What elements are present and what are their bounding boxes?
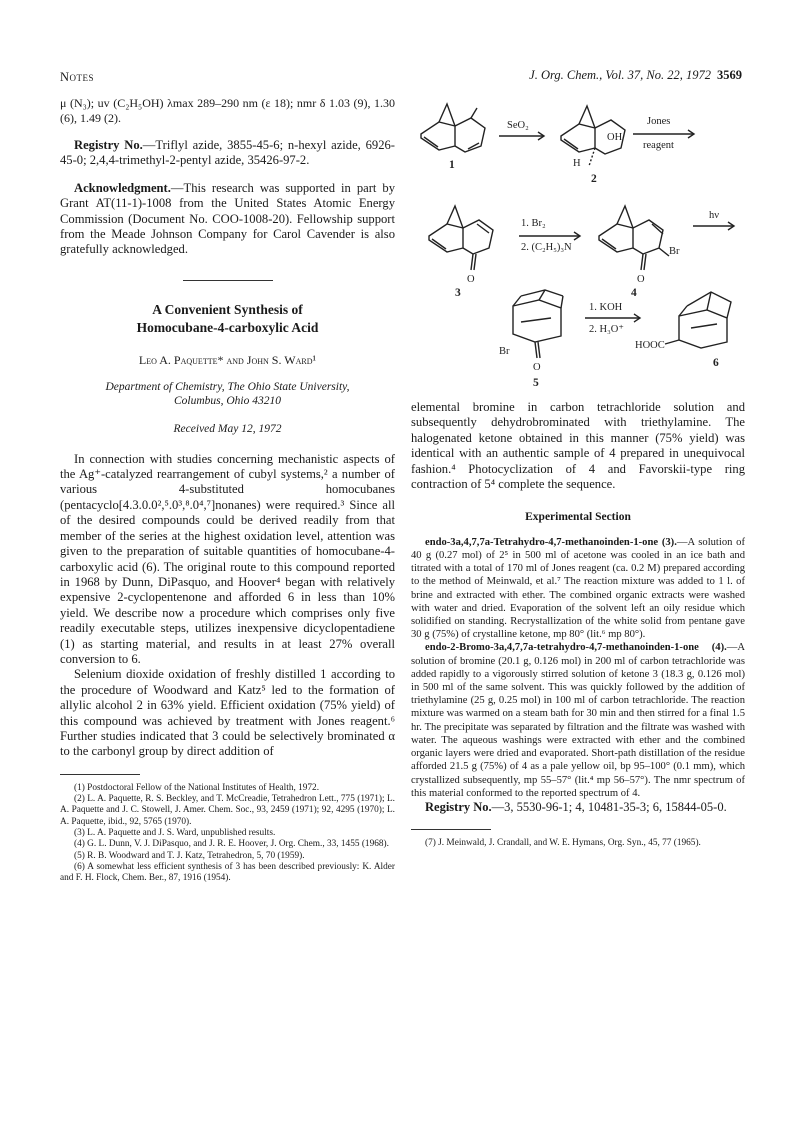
bromine-label-5: Br — [499, 346, 510, 357]
compound-number-4: 4 — [631, 287, 637, 299]
reagent-br2: 1. Br₂ — [521, 218, 546, 229]
ketone-o-label-4: O — [637, 274, 645, 285]
reagent-seo2: SeO₂ — [507, 120, 529, 131]
body-paragraph-2: Selenium dioxide oxidation of freshly distilled 1 according to the procedure of Woodward and Katz⁵ led to the formation of allylic alcohol 2 in 63% yield. Efficient oxidation (75% yield) of this compound was achieved by treatment with Jones reagent.⁶ Further studies indicated that 3 could be selectively brominated α to the carbonyl group by direct addition of — [60, 667, 395, 759]
reagent-light: hν — [709, 210, 719, 221]
article-title-line-1: A Convenient Synthesis of — [152, 301, 303, 317]
footnotes — [60, 783, 395, 885]
left-column — [60, 96, 395, 884]
right-column — [411, 400, 745, 850]
section-divider — [183, 280, 273, 281]
registry-paragraph-2 — [411, 800, 745, 815]
registry-label: Registry No. — [74, 138, 143, 152]
article-title-line-2: Homocubane-4-carboxylic Acid — [136, 319, 319, 335]
procedure-1-text: —A solution of 40 g (0.27 mol) of 2⁵ in 500 ml of acetone was cooled in an ice bath and titrated with a total of 170 ml of Jones reagent (ca. 0.2 M) prepared according to the method of Meinwald, et al.⁷ The reaction mixture was added to 1 l. of brine and extracted with ether. The combined organic extracts were washed with water and dried. Evaporation of the solvent left an oily residue which solidified on standing. Recrystallization of the white solid from pentane gave 30 g (75%) of crystalline ketone, mp 80° (lit.⁶ mp 80°). — [411, 536, 746, 641]
procedure-2-text: —A solution of bromine (20.1 g, 0.126 mol) in 200 ml of carbon tetrachloride was added rapidly to a vigorously stirred solution of ketone 3 (18.3 g, 0.126 mol) in 500 ml of the same solvent. This was quickly followed by the addition of triethylamine (25 g, 0.25 mol) in 100 ml of carbon tetrachloride. The reaction mixture was warmed on a steam bath for 30 min and then stirred for a final 1.5 hr. The precipitate was separated by filtration and the filtrate was washed with water. The aqueous washings were extracted with ether and the combined organic layers were dried and evaporated. Short-path distillation of the residue afforded 21.5 g (75%) of 4 as a pale yellow oil, bp 95–100° (0.1 mm), which crystallized subsequently, mp 55–57° (lit.⁴ mp 56–57°). The nmr spectrum of this material conformed to the reported spectrum of 4. — [411, 642, 745, 799]
affiliation — [60, 380, 395, 408]
reagent-acid: 2. H₃O⁺ — [589, 324, 624, 335]
registry-label-2: Registry No. — [425, 799, 492, 814]
compound-5-structure — [513, 290, 563, 358]
body-paragraph-3: elemental bromine in carbon tetrachloride solution and subsequently dehydrobrominated with triethylamine. The halogenated ketone obtained in this manner (75% yield) was identical with an authentic sample of 4 prepared in unequivocal fashion.⁴ Photocyclization of 4 and Favorskii-type ring contraction of 5⁴ complete the sequence. — [411, 400, 745, 492]
compound-1-structure — [421, 104, 485, 152]
compound-number-6: 6 — [713, 357, 719, 369]
reagent-koh: 1. KOH — [589, 302, 623, 313]
footnote: (5) R. B. Woodward and T. J. Katz, Tetrahedron, 5, 70 (1959). — [74, 850, 305, 861]
compound-6-structure — [665, 292, 731, 348]
ketone-o-label-3: O — [467, 274, 475, 285]
reagent-triethylamine: 2. (C₂H₅)₃N — [521, 242, 572, 253]
footnote: (1) Postdoctoral Fellow of the National Institutes of Health, 1972. — [74, 782, 320, 793]
compound-3-structure — [429, 206, 493, 270]
page-number: 3569 — [717, 68, 742, 82]
compound-number-3: 3 — [455, 287, 461, 299]
acknowledgment-text: —This research was supported in part by Grant AT(11-1)-1008 from the United States Atomic Energy Commission (Document No. COO-1008-20). Fellowship support from the Meade Johnson Company for Carol Cavender is also gratefully acknowledged. — [60, 180, 395, 257]
reagent-jones-2: reagent — [643, 140, 674, 151]
footnote: (2) L. A. Paquette, R. S. Beckley, and T. McCreadie, Tetrahedron Lett., 775 (1971); L. A. Paquette and J. C. Stowell, J. Amer. Chem. Soc., 93, 2459 (1971); 92, 4295 (1970); L. A. Paquette, ibid., 92, 5765 (1970). — [60, 794, 395, 827]
procedure-2-title: endo-2-Bromo-3a,4,7,7a-tetrahydro-4,7-methanoinden-1-one (4). — [425, 642, 727, 654]
journal-citation: J. Org. Chem., Vol. 37, No. 22, 1972 — [529, 68, 711, 82]
compound-4-structure — [599, 206, 669, 270]
reagent-jones: Jones — [647, 116, 671, 127]
footnote: (3) L. A. Paquette and J. S. Ward, unpublished results. — [74, 827, 276, 838]
compound-number-5: 5 — [533, 377, 539, 389]
acknowledgment-label: Acknowledgment. — [74, 180, 171, 195]
article-authors: Leo A. Paquette* and John S. Ward¹ — [138, 352, 317, 367]
registry-text-2: —3, 5530-96-1; 4, 10481-35-3; 6, 15844-05-0. — [491, 799, 727, 814]
received-date: Received May 12, 1972 — [173, 423, 282, 436]
procedure-1-title: endo-3a,4,7,7a-Tetrahydro-4,7-methanoinden-1-one (3). — [425, 536, 677, 548]
hydrogen-label: H — [573, 158, 581, 169]
reaction-scheme — [411, 96, 751, 396]
registry-text: —Triflyl azide, 3855-45-6; n-hexyl azide, 6926-45-0; 2,4,4-trimethyl-2-pentyl azide, 35426-97-2. — [60, 138, 395, 168]
reaction-scheme-drawing — [411, 96, 751, 396]
ketone-o-label-5: O — [533, 362, 541, 373]
footnote-divider — [60, 774, 140, 775]
experimental-procedure-1 — [411, 536, 745, 642]
compound-number-1: 1 — [449, 159, 455, 171]
running-journal-header — [529, 68, 742, 83]
affiliation-line-2: Columbus, Ohio 43210 — [173, 395, 282, 408]
footnote: (6) A somewhat less efficient synthesis of 3 has been described previously: K. Alder and F. H. Flock, Chem. Ber., 87, 1916 (1954). — [60, 861, 395, 884]
running-section-header: Notes — [60, 70, 95, 84]
registry-paragraph — [60, 138, 395, 169]
bromine-label-4: Br — [669, 246, 680, 257]
hydroxyl-label: OH — [607, 132, 623, 143]
experimental-procedure-2 — [411, 641, 745, 799]
body-paragraph-1: In connection with studies concerning mechanistic aspects of the Ag⁺-catalyzed rearrangement of cubyl systems,² a number of various 4-substituted homocubanes (pentacyclo[4.3.0.0²,⁵.0³,⁸.0⁴,⁷]nonanes) were required.³ Since all of the desired compounds could be derived readily from that member of the series at the highest oxidation level, attention was given to the preparation of suitable quantities of homocubane-4-carboxylic acid (6). The original route to this compound reported in 1968 by Dunn, DiPasquo, and Hoover⁴ began with relatively expensive 2-cyclopentenone and afforded 6 in less than 10% yield. We describe now a procedure which comprises only five readily executable steps, utilizes inexpensive dicyclopentadiene (1) as starting material, and results in at least 27% overall conversion to 6. — [60, 451, 395, 666]
footnote: (7) J. Meinwald, J. Crandall, and W. E. Hymans, Org. Syn., 45, 77 (1965). — [425, 838, 701, 849]
carboxyl-label: HOOC — [635, 340, 665, 351]
compound-number-2: 2 — [591, 173, 597, 185]
carryover-text: μ (N₃); uv (C₂H₅OH) λmax 289–290 nm (ε 18); nmr δ 1.03 (9), 1.30 (6), 1.49 (2). — [60, 96, 395, 125]
experimental-heading: Experimental Section — [525, 511, 631, 524]
footnote-divider-2 — [411, 829, 491, 830]
affiliation-line-1: Department of Chemistry, The Ohio State University, — [105, 381, 350, 394]
acknowledgment-paragraph — [60, 181, 395, 258]
footnote: (4) G. L. Dunn, V. J. DiPasquo, and J. R. E. Hoover, J. Org. Chem., 33, 1455 (1968). — [74, 839, 389, 850]
article-title — [60, 301, 395, 337]
